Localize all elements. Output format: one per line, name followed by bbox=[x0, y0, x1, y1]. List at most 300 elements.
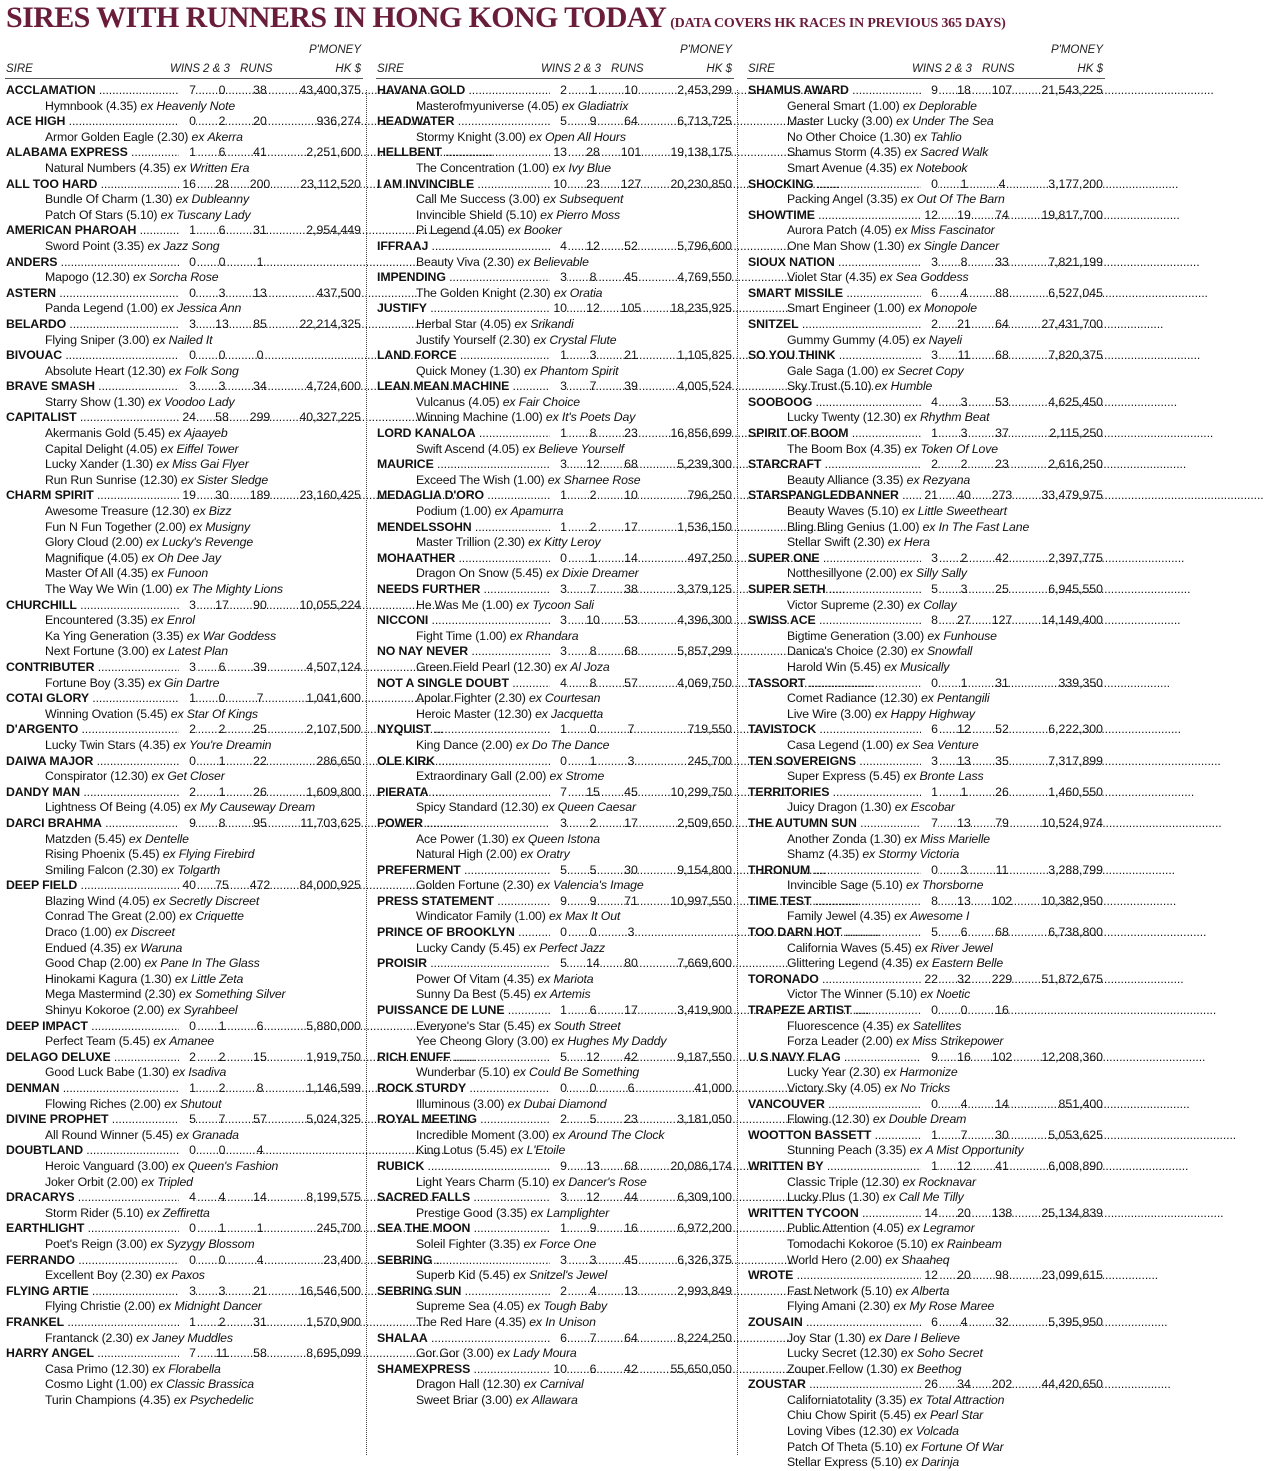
sire-runs: 31 bbox=[253, 223, 267, 238]
sire-row bbox=[376, 676, 734, 692]
sire-row bbox=[747, 1206, 1105, 1222]
runner-rating: (4.05) bbox=[860, 223, 892, 238]
runner-rating: (12.30) bbox=[513, 659, 552, 674]
runner-rating: (5.45) bbox=[118, 1034, 150, 1049]
runner-rating: (4.35) bbox=[503, 971, 535, 986]
sire-name: HAVANA GOLD ..... bbox=[377, 83, 555, 97]
sire-wins: 3 bbox=[921, 551, 938, 565]
runner-line bbox=[5, 426, 363, 442]
runner-rating: (2.30) bbox=[101, 1330, 133, 1345]
runner-horse: Sweet Briar bbox=[416, 1392, 478, 1407]
sire-name: TORONADO ..... bbox=[748, 972, 926, 986]
runner-rating: (4.35) bbox=[105, 98, 138, 113]
runner-horse: Everyone's Star bbox=[416, 1018, 501, 1033]
runner-horse: Lucky Plus bbox=[787, 1190, 845, 1205]
runner-dam-prefix: ex bbox=[497, 1346, 510, 1361]
runner-line bbox=[5, 566, 363, 582]
runner-dam: Humble bbox=[890, 379, 933, 394]
runner-horse: Tomodachi Kokoroe bbox=[787, 1236, 894, 1251]
runner-dam-prefix: ex bbox=[537, 878, 550, 893]
sire-prize-money: 2,115,250 bbox=[1049, 426, 1103, 441]
runner-line bbox=[747, 1143, 1105, 1159]
runner-horse: General Smart bbox=[787, 98, 866, 113]
runner-line bbox=[376, 1019, 734, 1035]
sire-name: AMERICAN PHAROAH ..... bbox=[6, 223, 184, 237]
runner-rating: (12.30) bbox=[879, 691, 918, 706]
runner-horse: Chiu Chow Spirit bbox=[787, 1408, 877, 1423]
sire-wins: 7 bbox=[179, 83, 196, 97]
sire-runs: 23 bbox=[995, 457, 1009, 472]
runner-dam-prefix: ex bbox=[189, 519, 202, 534]
runner-dam: Florabella bbox=[168, 1361, 221, 1376]
sire-prize-money: 23,160,425 bbox=[299, 488, 361, 503]
sire-name: VANCOUVER ..... bbox=[748, 1097, 926, 1111]
runner-dam: Syzygy Blossom bbox=[166, 1236, 255, 1251]
sire-name: HELLBENT ..... bbox=[377, 145, 555, 159]
runner-dam-prefix: ex bbox=[144, 956, 158, 971]
sire-wins: 40 bbox=[179, 878, 196, 892]
runner-horse: Master Of All bbox=[45, 566, 114, 581]
runner-dam-prefix: ex bbox=[899, 566, 913, 581]
runner-horse: Hinokami Kagura bbox=[45, 971, 138, 986]
runner-dam: The Mighty Lions bbox=[191, 582, 283, 596]
sire-placings: 40 bbox=[957, 488, 971, 503]
runner-rating: (5.45) bbox=[511, 566, 543, 581]
sire-wins: 3 bbox=[550, 379, 567, 393]
sire-prize-money: 9,154,800 bbox=[677, 862, 732, 877]
sire-wins: 0 bbox=[921, 676, 938, 690]
sire-placings: 6 bbox=[218, 659, 226, 674]
runner-horse: Lightness Of Being bbox=[45, 800, 147, 815]
sire-placings: 0 bbox=[218, 1143, 226, 1158]
sire-runs: 6 bbox=[627, 1081, 635, 1095]
runner-dam-prefix: ex bbox=[537, 1018, 551, 1033]
sire-row bbox=[747, 582, 1105, 598]
runner-dam-prefix: ex bbox=[900, 1361, 914, 1376]
runner-dam: Snowfall bbox=[926, 644, 973, 659]
runner-line bbox=[376, 1034, 734, 1050]
header-prize-currency: HK $ bbox=[1077, 63, 1103, 75]
sire-prize-money: 2,453,299 bbox=[677, 83, 732, 97]
runner-dam: Musigny bbox=[205, 519, 250, 534]
entries-list bbox=[376, 83, 734, 1408]
runner-dam-prefix: ex bbox=[175, 192, 189, 207]
runner-line bbox=[5, 582, 363, 598]
sire-prize-money: 20,230,850 bbox=[670, 176, 732, 191]
runner-dam-prefix: ex bbox=[179, 909, 192, 924]
runner-horse: World Hero bbox=[787, 1252, 848, 1267]
sire-placings: 7 bbox=[589, 379, 597, 394]
sire-placings: 17 bbox=[215, 597, 229, 612]
runner-dam-prefix: ex bbox=[515, 1392, 529, 1407]
runner-rating: (4.35) bbox=[116, 566, 148, 581]
runner-dam: Tripled bbox=[157, 1174, 193, 1189]
runner-dam-prefix: ex bbox=[883, 1065, 897, 1080]
sire-placings: 12 bbox=[586, 457, 600, 472]
sire-placings: 1 bbox=[218, 753, 226, 768]
sire-row bbox=[376, 239, 734, 255]
runner-dam: Mariota bbox=[553, 971, 594, 986]
runner-rating: (2.00) bbox=[850, 1252, 882, 1267]
runner-dam-prefix: ex bbox=[920, 691, 934, 706]
runner-dam: Pentangili bbox=[936, 691, 990, 706]
sire-row bbox=[747, 395, 1105, 411]
sire-row bbox=[5, 1050, 363, 1066]
runner-horse: Lucky Year bbox=[787, 1065, 846, 1080]
runner-horse: The Way We Win bbox=[45, 582, 138, 596]
sire-placings: 6 bbox=[218, 145, 226, 160]
sire-row bbox=[747, 816, 1105, 832]
runner-horse: Notthesillyone bbox=[787, 566, 863, 581]
runner-dam-prefix: ex bbox=[900, 1346, 914, 1361]
runner-horse: Stellar Express bbox=[787, 1455, 868, 1470]
sire-placings: 2 bbox=[589, 519, 597, 534]
sire-prize-money: 5,796,600 bbox=[677, 238, 732, 253]
runner-line bbox=[747, 691, 1105, 707]
sire-row bbox=[376, 145, 734, 161]
sire-placings: 12 bbox=[586, 238, 600, 253]
sire-row bbox=[376, 1003, 734, 1019]
runner-dam-prefix: ex bbox=[893, 1299, 907, 1314]
runner-dam: A Mist Opportunity bbox=[925, 1143, 1024, 1158]
runner-dam: Zeffiretta bbox=[162, 1205, 210, 1220]
sire-prize-money: 20,086,174 bbox=[670, 1158, 732, 1173]
runner-rating: (5.45) bbox=[133, 426, 165, 441]
runner-dam-prefix: ex bbox=[155, 1268, 169, 1283]
runner-horse: Invincible Sage bbox=[787, 878, 869, 893]
runner-line bbox=[5, 613, 363, 629]
sire-wins: 1 bbox=[179, 1315, 196, 1329]
runner-dam-prefix: ex bbox=[529, 129, 542, 144]
runner-rating: (12.30) bbox=[151, 504, 190, 519]
runner-dam: Amanee bbox=[169, 1034, 215, 1049]
sire-row bbox=[5, 379, 363, 395]
sire-wins: 3 bbox=[550, 613, 567, 627]
runner-line bbox=[376, 130, 734, 146]
sire-name: ASTERN ..... bbox=[6, 286, 184, 300]
runner-horse: Flying Amani bbox=[787, 1299, 856, 1314]
sire-wins: 3 bbox=[550, 582, 567, 596]
runner-dam-prefix: ex bbox=[511, 831, 525, 846]
runner-rating: (3.35) bbox=[112, 238, 145, 253]
runner-horse: Panda Legend bbox=[45, 301, 124, 316]
runner-line bbox=[747, 909, 1105, 925]
sire-placings: 13 bbox=[957, 753, 971, 768]
sire-wins: 3 bbox=[550, 816, 567, 830]
sire-name: PROISIR ..... bbox=[377, 956, 555, 970]
runner-rating: (2.00) bbox=[123, 1299, 156, 1314]
header-wins: WINS bbox=[170, 63, 201, 75]
runner-horse: Fluorescence bbox=[787, 1018, 860, 1033]
sire-runs: 68 bbox=[995, 348, 1009, 363]
sire-row bbox=[747, 972, 1105, 988]
sire-name: HARRY ANGEL ..... bbox=[6, 1346, 184, 1360]
runner-horse: Extraordinary Gall bbox=[416, 769, 512, 784]
sire-row bbox=[747, 785, 1105, 801]
sire-row bbox=[5, 286, 363, 302]
runner-horse: Lucky Secret bbox=[787, 1346, 857, 1361]
runner-line bbox=[5, 1128, 363, 1144]
runner-dam-prefix: ex bbox=[900, 192, 914, 207]
sire-row bbox=[747, 551, 1105, 567]
runner-rating: (5.10) bbox=[517, 1174, 550, 1189]
sire-name: NOT A SINGLE DOUBT ..... bbox=[377, 676, 555, 690]
runner-line bbox=[5, 909, 363, 925]
sire-name: FRANKEL ..... bbox=[6, 1315, 184, 1329]
sire-runs: 52 bbox=[624, 238, 638, 253]
runner-dam: Valencia's Image bbox=[553, 878, 644, 893]
runner-horse: Podium bbox=[416, 504, 457, 519]
runner-dam: Rhandara bbox=[525, 628, 579, 643]
runner-line bbox=[747, 1081, 1105, 1097]
runner-dam-prefix: ex bbox=[543, 192, 556, 207]
runner-rating: (2.30) bbox=[519, 285, 551, 300]
runner-dam: Criquette bbox=[195, 909, 244, 924]
runner-rating: (4.05) bbox=[126, 441, 158, 456]
runner-dam: Escobar bbox=[910, 800, 955, 815]
runner-dam-prefix: ex bbox=[150, 613, 164, 628]
runner-rating: (12.30) bbox=[127, 363, 166, 378]
sire-name: U S NAVY FLAG ..... bbox=[748, 1050, 926, 1064]
runner-dam: Perfect Jazz bbox=[539, 940, 606, 955]
sire-row bbox=[5, 410, 363, 426]
runner-line bbox=[747, 644, 1105, 660]
runner-dam-prefix: ex bbox=[930, 1236, 944, 1251]
column-header bbox=[747, 42, 1105, 79]
column-header bbox=[5, 42, 363, 79]
runner-dam-prefix: ex bbox=[907, 597, 920, 612]
runner-line bbox=[376, 1097, 734, 1113]
sire-name: DRACARYS ..... bbox=[6, 1190, 184, 1204]
runner-dam: Snitzel's Jewel bbox=[529, 1268, 608, 1283]
column-divider bbox=[366, 90, 367, 1455]
runner-dam: Sea Venture bbox=[912, 737, 979, 752]
sire-row bbox=[5, 1221, 363, 1237]
runner-line bbox=[747, 192, 1105, 208]
header-sire: SIRE bbox=[6, 63, 33, 75]
runner-dam-prefix: ex bbox=[161, 862, 175, 877]
sire-wins: 6 bbox=[921, 1315, 938, 1329]
sire-row bbox=[747, 863, 1105, 879]
runner-horse: All Round Winner bbox=[45, 1127, 139, 1142]
runner-line bbox=[747, 1424, 1105, 1440]
sire-name: PIERATA ..... bbox=[377, 785, 555, 799]
runner-horse: Absolute Heart bbox=[45, 363, 125, 378]
sire-runs: 45 bbox=[624, 1252, 638, 1267]
runner-horse: Green Field Pearl bbox=[416, 659, 510, 674]
sire-name: PRESS STATEMENT ..... bbox=[377, 894, 555, 908]
runner-horse: Forza Leader bbox=[787, 1034, 859, 1049]
runner-horse: Patch Of Stars bbox=[45, 207, 123, 222]
runner-rating: (1.00) bbox=[126, 301, 158, 316]
runner-dam: Max It Out bbox=[564, 909, 621, 924]
runner-dam: Booker bbox=[523, 223, 562, 238]
sire-wins: 2 bbox=[179, 1050, 196, 1064]
runner-line bbox=[376, 691, 734, 707]
runner-dam-prefix: ex bbox=[540, 207, 553, 222]
sire-prize-money: 1,146,599 bbox=[306, 1081, 361, 1095]
sire-placings: 2 bbox=[589, 488, 597, 503]
sire-runs: 68 bbox=[995, 925, 1009, 940]
runner-dam: Lady Moura bbox=[513, 1346, 577, 1361]
runner-dam-prefix: ex bbox=[171, 1158, 185, 1173]
runner-line bbox=[747, 270, 1105, 286]
runner-horse: Gor Gor bbox=[416, 1346, 460, 1361]
runner-horse: Starry Show bbox=[45, 394, 111, 409]
runner-rating: (1.00) bbox=[868, 98, 900, 113]
runner-line bbox=[747, 1065, 1105, 1081]
runner-dam: Courtesan bbox=[544, 691, 601, 706]
sire-wins: 3 bbox=[550, 270, 567, 284]
sire-name: BIVOUAC ..... bbox=[6, 348, 184, 362]
sire-name: DOUBTLAND ..... bbox=[6, 1143, 184, 1157]
runner-dam-prefix: ex bbox=[902, 98, 916, 113]
runner-rating: (5.45) bbox=[503, 1018, 535, 1033]
sire-wins: 0 bbox=[921, 1003, 938, 1017]
runner-dam: Force One bbox=[539, 1236, 597, 1251]
runner-dam: Bronte Lass bbox=[919, 769, 984, 784]
runner-dam: Around The Clock bbox=[568, 1127, 665, 1142]
runner-dam-prefix: ex bbox=[903, 769, 917, 784]
runner-line bbox=[376, 878, 734, 894]
title-main: SIRES WITH RUNNERS IN HONG KONG TODAY bbox=[6, 1, 667, 34]
sire-placings: 6 bbox=[589, 1361, 597, 1376]
sire-placings: 3 bbox=[218, 285, 226, 300]
runner-dam: Dentelle bbox=[144, 831, 189, 846]
sire-name: ACE HIGH ..... bbox=[6, 114, 184, 128]
sire-placings: 14 bbox=[586, 956, 600, 971]
runner-line bbox=[376, 1065, 734, 1081]
runner-rating: (4.35) bbox=[845, 270, 877, 285]
runner-dam-prefix: ex bbox=[180, 472, 194, 487]
sire-prize-money: 1,919,750 bbox=[306, 1049, 361, 1064]
runner-rating: (4.35) bbox=[881, 956, 913, 971]
sire-runs: 10 bbox=[624, 488, 638, 503]
runner-dam-prefix: ex bbox=[160, 207, 174, 222]
runner-dam-prefix: ex bbox=[906, 472, 920, 487]
runner-dam-prefix: ex bbox=[160, 441, 174, 456]
runner-rating: (12.30) bbox=[500, 800, 539, 815]
sire-placings: 0 bbox=[218, 254, 226, 269]
runner-dam: Funhouse bbox=[943, 628, 997, 643]
sire-row bbox=[747, 925, 1105, 941]
runner-horse: Gummy Gummy bbox=[787, 332, 875, 347]
sire-prize-money: 51,872,675 bbox=[1041, 971, 1103, 986]
runner-rating: (2.30) bbox=[498, 332, 531, 347]
runner-rating: (1.30) bbox=[141, 192, 173, 207]
runner-dam: Sea Goddess bbox=[895, 270, 969, 285]
sire-wins: 10 bbox=[550, 177, 567, 191]
runner-dam-prefix: ex bbox=[907, 1221, 920, 1236]
sire-runs: 80 bbox=[624, 956, 638, 971]
sire-name: CONTRIBUTER ..... bbox=[6, 660, 184, 674]
runner-line bbox=[5, 1362, 363, 1378]
runner-dam: Heavenly Note bbox=[156, 98, 236, 113]
sire-prize-money: 1,041,600 bbox=[306, 691, 361, 706]
runner-dam-prefix: ex bbox=[874, 706, 888, 721]
runner-rating: (5.45) bbox=[868, 769, 901, 784]
runner-line bbox=[376, 161, 734, 177]
runner-rating: (1.30) bbox=[860, 800, 892, 815]
sire-row bbox=[747, 1268, 1105, 1284]
sire-runs: 273 bbox=[991, 488, 1013, 503]
sire-placings: 7 bbox=[960, 1127, 968, 1142]
runner-dam: Queen Caesar bbox=[557, 800, 636, 815]
sire-prize-money: 1,105,825 bbox=[677, 348, 732, 363]
runner-dam: Rhythm Beat bbox=[919, 410, 990, 425]
runner-dam-prefix: ex bbox=[530, 1205, 544, 1220]
runner-line bbox=[376, 1143, 734, 1159]
runner-rating: (2.30) bbox=[120, 1268, 153, 1283]
runner-dam: Shutout bbox=[180, 1096, 222, 1111]
runner-dam: Miss Fascinator bbox=[910, 223, 995, 238]
runner-dam-prefix: ex bbox=[922, 519, 936, 534]
sire-runs: 57 bbox=[253, 1112, 267, 1127]
runner-dam: Oh Dee Jay bbox=[157, 550, 221, 565]
sire-wins: 2 bbox=[921, 317, 938, 331]
sire-name: DENMAN ..... bbox=[6, 1081, 184, 1095]
runner-line bbox=[376, 395, 734, 411]
sire-placings: 6 bbox=[960, 925, 968, 940]
runner-rating: (3.00) bbox=[481, 1392, 513, 1407]
runner-line bbox=[747, 145, 1105, 161]
sire-placings: 2 bbox=[218, 722, 226, 737]
sire-name: ALL TOO HARD ..... bbox=[6, 177, 184, 191]
runner-dam: Flying Firebird bbox=[178, 847, 255, 862]
runner-line bbox=[747, 301, 1105, 317]
runner-dam: Eiffel Tower bbox=[176, 441, 239, 456]
sire-wins: 9 bbox=[550, 1159, 567, 1173]
runner-dam: Darinja bbox=[921, 1455, 960, 1470]
sire-row bbox=[747, 1315, 1105, 1331]
runner-dam: Rocknavar bbox=[918, 1174, 976, 1189]
runner-dam: Srikandi bbox=[530, 316, 574, 331]
sire-wins: 24 bbox=[179, 410, 196, 424]
runner-line bbox=[376, 1315, 734, 1331]
sire-prize-money: 851,400 bbox=[1058, 1096, 1103, 1111]
runner-horse: Flying Sniper bbox=[45, 332, 115, 347]
runner-dam-prefix: ex bbox=[152, 1361, 165, 1376]
runner-horse: Another Zonda bbox=[787, 831, 867, 846]
runner-horse: Patch Of Theta bbox=[787, 1439, 868, 1454]
sire-runs: 45 bbox=[624, 270, 638, 285]
sire-prize-money: 25,134,839 bbox=[1041, 1205, 1103, 1220]
runner-line bbox=[5, 1268, 363, 1284]
runner-rating: (2.30) bbox=[858, 1299, 891, 1314]
runner-dam-prefix: ex bbox=[879, 270, 893, 285]
sire-runs: 127 bbox=[620, 176, 642, 191]
sire-runs: 15 bbox=[253, 1049, 267, 1064]
runner-line bbox=[5, 676, 363, 692]
runner-horse: Loving Vibes bbox=[787, 1424, 856, 1439]
runner-dam-prefix: ex bbox=[907, 238, 921, 253]
runner-horse: Frantanck bbox=[45, 1330, 99, 1345]
sire-wins: 10 bbox=[550, 301, 567, 315]
sire-wins: 0 bbox=[921, 863, 938, 877]
runner-horse: Lucky Candy bbox=[416, 940, 486, 955]
sire-prize-money: 7,821,199 bbox=[1048, 254, 1103, 269]
runner-dam-prefix: ex bbox=[905, 1455, 918, 1470]
runner-line bbox=[5, 270, 363, 286]
runner-rating: (2.30) bbox=[157, 129, 189, 144]
runner-dam-prefix: ex bbox=[523, 363, 537, 378]
sire-wins: 1 bbox=[921, 1159, 938, 1173]
sire-placings: 1 bbox=[589, 550, 597, 565]
runner-dam-prefix: ex bbox=[914, 129, 927, 144]
runner-horse: Fortune Boy bbox=[45, 675, 111, 690]
runner-rating: (12.30) bbox=[831, 1112, 870, 1127]
sire-wins: 1 bbox=[550, 348, 567, 362]
